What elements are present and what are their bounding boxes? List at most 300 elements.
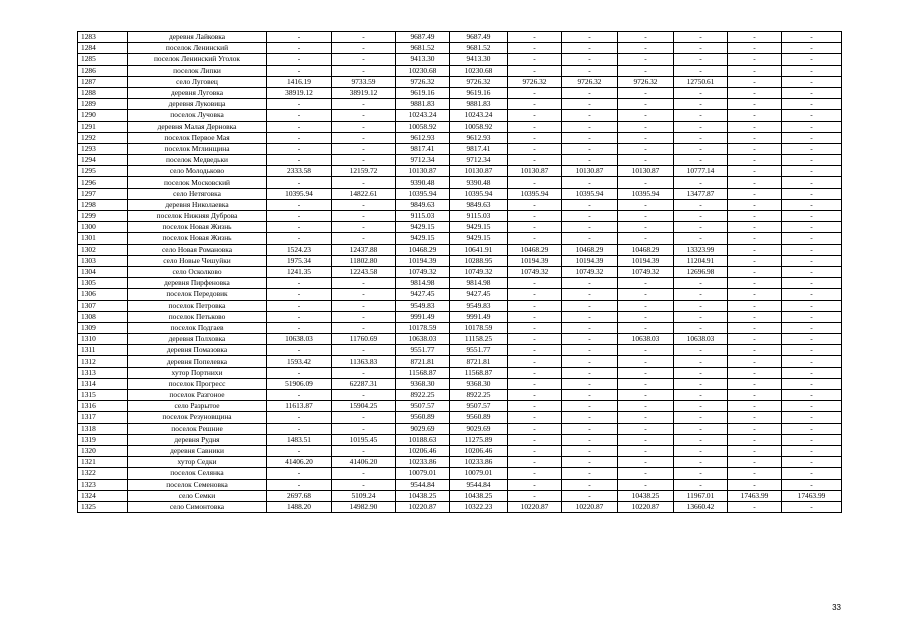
value-cell: - xyxy=(508,155,562,166)
value-cell: 8721.81 xyxy=(396,356,450,367)
value-cell: - xyxy=(674,445,728,456)
value-cell: - xyxy=(728,468,782,479)
value-cell: 10395.94 xyxy=(267,188,332,199)
value-cell: - xyxy=(332,412,396,423)
value-cell: 8922.25 xyxy=(450,390,508,401)
value-cell: - xyxy=(618,233,674,244)
value-cell: 10395.94 xyxy=(562,188,618,199)
value-cell: - xyxy=(618,378,674,389)
value-cell: - xyxy=(267,222,332,233)
row-number-cell: 1287 xyxy=(78,76,128,87)
value-cell: 9817.41 xyxy=(396,143,450,154)
value-cell: - xyxy=(782,423,842,434)
value-cell: - xyxy=(728,143,782,154)
row-number-cell: 1291 xyxy=(78,121,128,132)
value-cell: - xyxy=(674,211,728,222)
value-cell: - xyxy=(782,278,842,289)
value-cell: 9991.49 xyxy=(396,311,450,322)
value-cell: 1416.19 xyxy=(267,76,332,87)
row-number-cell: 1314 xyxy=(78,378,128,389)
value-cell: - xyxy=(332,345,396,356)
settlement-name-cell: деревня Помазовка xyxy=(128,345,267,356)
value-cell: 9681.52 xyxy=(396,43,450,54)
value-cell: 17463.99 xyxy=(728,490,782,501)
value-cell: - xyxy=(782,401,842,412)
value-cell: 9612.93 xyxy=(450,132,508,143)
value-cell: - xyxy=(782,311,842,322)
value-cell: 9429.15 xyxy=(450,233,508,244)
row-number-cell: 1311 xyxy=(78,345,128,356)
value-cell: - xyxy=(782,76,842,87)
value-cell: - xyxy=(508,143,562,154)
value-cell: 10058.92 xyxy=(450,121,508,132)
value-cell: 14822.61 xyxy=(332,188,396,199)
table-row xyxy=(78,300,842,311)
value-cell: - xyxy=(618,43,674,54)
value-cell: - xyxy=(728,110,782,121)
value-cell: - xyxy=(782,378,842,389)
value-cell: - xyxy=(674,110,728,121)
settlement-name-cell: поселок Нижняя Дуброва xyxy=(128,211,267,222)
row-number-cell: 1319 xyxy=(78,434,128,445)
settlements-table xyxy=(77,31,842,513)
value-cell: 10130.87 xyxy=(396,166,450,177)
value-cell: 9619.16 xyxy=(450,87,508,98)
value-cell: 10058.92 xyxy=(396,121,450,132)
value-cell: - xyxy=(267,155,332,166)
value-cell: 11158.25 xyxy=(450,334,508,345)
settlement-name-cell: село Семки xyxy=(128,490,267,501)
value-cell: 9726.32 xyxy=(450,76,508,87)
value-cell: - xyxy=(782,166,842,177)
value-cell: - xyxy=(618,54,674,65)
settlement-name-cell: поселок Петьково xyxy=(128,311,267,322)
value-cell: - xyxy=(562,390,618,401)
settlement-name-cell: поселок Решние xyxy=(128,423,267,434)
value-cell: 12243.58 xyxy=(332,266,396,277)
value-cell: - xyxy=(674,132,728,143)
value-cell: - xyxy=(508,177,562,188)
value-cell: - xyxy=(782,322,842,333)
row-number-cell: 1296 xyxy=(78,177,128,188)
row-number-cell: 1318 xyxy=(78,423,128,434)
settlement-name-cell: село Луговец xyxy=(128,76,267,87)
table-row xyxy=(78,423,842,434)
value-cell: - xyxy=(618,367,674,378)
value-cell: 10220.87 xyxy=(562,501,618,512)
value-cell: - xyxy=(267,132,332,143)
value-cell: - xyxy=(728,356,782,367)
value-cell: - xyxy=(782,356,842,367)
value-cell: - xyxy=(562,479,618,490)
value-cell: - xyxy=(782,457,842,468)
value-cell: - xyxy=(782,501,842,512)
value-cell: - xyxy=(728,76,782,87)
value-cell: - xyxy=(508,468,562,479)
value-cell: - xyxy=(267,479,332,490)
value-cell: - xyxy=(332,479,396,490)
value-cell: - xyxy=(508,390,562,401)
value-cell: - xyxy=(562,334,618,345)
value-cell: - xyxy=(618,132,674,143)
value-cell: 10194.39 xyxy=(396,255,450,266)
value-cell: - xyxy=(332,199,396,210)
table-row xyxy=(78,244,842,255)
value-cell: - xyxy=(782,132,842,143)
value-cell: 10749.32 xyxy=(396,266,450,277)
value-cell: - xyxy=(332,367,396,378)
row-number-cell: 1310 xyxy=(78,334,128,345)
value-cell: 9814.98 xyxy=(450,278,508,289)
value-cell: - xyxy=(618,356,674,367)
value-cell: - xyxy=(728,43,782,54)
value-cell: - xyxy=(782,244,842,255)
value-cell: 13660.42 xyxy=(674,501,728,512)
table-row xyxy=(78,233,842,244)
row-number-cell: 1297 xyxy=(78,188,128,199)
value-cell: - xyxy=(782,468,842,479)
value-cell: - xyxy=(728,244,782,255)
value-cell: - xyxy=(267,121,332,132)
value-cell: 15904.25 xyxy=(332,401,396,412)
value-cell: 10243.24 xyxy=(450,110,508,121)
value-cell: - xyxy=(782,177,842,188)
value-cell: - xyxy=(562,300,618,311)
settlement-name-cell: поселок Прогресс xyxy=(128,378,267,389)
value-cell: - xyxy=(508,445,562,456)
value-cell: - xyxy=(782,143,842,154)
value-cell: - xyxy=(674,378,728,389)
row-number-cell: 1312 xyxy=(78,356,128,367)
value-cell: - xyxy=(562,378,618,389)
value-cell: - xyxy=(508,43,562,54)
value-cell: - xyxy=(674,177,728,188)
value-cell: - xyxy=(618,289,674,300)
value-cell: - xyxy=(332,132,396,143)
value-cell: 9029.69 xyxy=(396,423,450,434)
value-cell: - xyxy=(508,87,562,98)
value-cell: - xyxy=(618,87,674,98)
value-cell: - xyxy=(782,121,842,132)
value-cell: 10638.03 xyxy=(396,334,450,345)
value-cell: - xyxy=(618,121,674,132)
settlement-name-cell: поселок Новая Жизнь xyxy=(128,222,267,233)
value-cell: 10130.87 xyxy=(618,166,674,177)
value-cell: 1593.42 xyxy=(267,356,332,367)
value-cell: - xyxy=(332,177,396,188)
settlement-name-cell: поселок Ленинский Уголок xyxy=(128,54,267,65)
value-cell: - xyxy=(562,311,618,322)
settlement-name-cell: деревня Рудня xyxy=(128,434,267,445)
value-cell: - xyxy=(728,401,782,412)
value-cell: 10130.87 xyxy=(508,166,562,177)
table-body xyxy=(78,32,842,513)
value-cell: - xyxy=(332,54,396,65)
value-cell: 10130.87 xyxy=(450,166,508,177)
value-cell: - xyxy=(332,278,396,289)
value-cell: - xyxy=(728,65,782,76)
page-number: 33 xyxy=(832,603,841,612)
value-cell: 9507.57 xyxy=(450,401,508,412)
value-cell: - xyxy=(267,32,332,43)
value-cell: 10195.45 xyxy=(332,434,396,445)
value-cell: - xyxy=(674,43,728,54)
value-cell: - xyxy=(618,65,674,76)
row-number-cell: 1302 xyxy=(78,244,128,255)
value-cell: - xyxy=(267,423,332,434)
value-cell: 9429.15 xyxy=(396,222,450,233)
value-cell: - xyxy=(674,32,728,43)
value-cell: - xyxy=(508,356,562,367)
value-cell: - xyxy=(674,311,728,322)
value-cell: - xyxy=(508,412,562,423)
value-cell: 9849.63 xyxy=(396,199,450,210)
row-number-cell: 1317 xyxy=(78,412,128,423)
table-row xyxy=(78,177,842,188)
table-row xyxy=(78,143,842,154)
row-number-cell: 1285 xyxy=(78,54,128,65)
table-row xyxy=(78,211,842,222)
value-cell: - xyxy=(728,289,782,300)
row-number-cell: 1324 xyxy=(78,490,128,501)
value-cell: - xyxy=(674,278,728,289)
value-cell: - xyxy=(508,479,562,490)
value-cell: - xyxy=(332,390,396,401)
settlement-name-cell: поселок Медведьки xyxy=(128,155,267,166)
table-row xyxy=(78,356,842,367)
value-cell: - xyxy=(332,423,396,434)
table-row xyxy=(78,289,842,300)
settlement-name-cell: поселок Первое Мая xyxy=(128,132,267,143)
value-cell: - xyxy=(782,233,842,244)
value-cell: 8721.81 xyxy=(450,356,508,367)
value-cell: 9549.83 xyxy=(450,300,508,311)
value-cell: - xyxy=(618,423,674,434)
value-cell: 9726.32 xyxy=(562,76,618,87)
row-number-cell: 1301 xyxy=(78,233,128,244)
value-cell: - xyxy=(728,345,782,356)
value-cell: 9115.03 xyxy=(396,211,450,222)
value-cell: - xyxy=(562,278,618,289)
settlement-name-cell: поселок Передовик xyxy=(128,289,267,300)
settlement-name-cell: поселок Подгаев xyxy=(128,322,267,333)
settlement-name-cell: деревня Полховка xyxy=(128,334,267,345)
value-cell: 10220.87 xyxy=(618,501,674,512)
value-cell: 41406.20 xyxy=(332,457,396,468)
value-cell: - xyxy=(674,143,728,154)
value-cell: - xyxy=(618,457,674,468)
row-number-cell: 1316 xyxy=(78,401,128,412)
value-cell: 10438.25 xyxy=(396,490,450,501)
value-cell: 10288.95 xyxy=(450,255,508,266)
value-cell: - xyxy=(618,445,674,456)
settlement-name-cell: деревня Николаевка xyxy=(128,199,267,210)
value-cell: 11967.01 xyxy=(674,490,728,501)
value-cell: 9427.45 xyxy=(396,289,450,300)
value-cell: - xyxy=(267,143,332,154)
value-cell: - xyxy=(508,211,562,222)
value-cell: 2697.68 xyxy=(267,490,332,501)
value-cell: - xyxy=(508,32,562,43)
value-cell: - xyxy=(674,434,728,445)
value-cell: - xyxy=(267,412,332,423)
row-number-cell: 1323 xyxy=(78,479,128,490)
value-cell: - xyxy=(267,345,332,356)
value-cell: - xyxy=(267,199,332,210)
value-cell: 51906.09 xyxy=(267,378,332,389)
value-cell: - xyxy=(728,378,782,389)
value-cell: - xyxy=(618,345,674,356)
settlement-name-cell: поселок Разгоное xyxy=(128,390,267,401)
value-cell: - xyxy=(782,445,842,456)
value-cell: - xyxy=(728,278,782,289)
value-cell: 10638.03 xyxy=(618,334,674,345)
table-row xyxy=(78,43,842,54)
value-cell: - xyxy=(508,289,562,300)
value-cell: - xyxy=(674,65,728,76)
value-cell: 10220.87 xyxy=(508,501,562,512)
value-cell: - xyxy=(782,188,842,199)
value-cell: - xyxy=(674,390,728,401)
table-row xyxy=(78,199,842,210)
value-cell: 13323.99 xyxy=(674,244,728,255)
settlement-name-cell: деревня Лайковка xyxy=(128,32,267,43)
table-row xyxy=(78,155,842,166)
value-cell: - xyxy=(332,110,396,121)
value-cell: - xyxy=(267,390,332,401)
value-cell: 9429.15 xyxy=(396,233,450,244)
value-cell: 14982.90 xyxy=(332,501,396,512)
value-cell: - xyxy=(728,501,782,512)
table-row xyxy=(78,334,842,345)
value-cell: - xyxy=(562,121,618,132)
value-cell: - xyxy=(508,132,562,143)
value-cell: - xyxy=(562,412,618,423)
value-cell: 9619.16 xyxy=(396,87,450,98)
value-cell: 10230.68 xyxy=(396,65,450,76)
value-cell: - xyxy=(782,65,842,76)
value-cell: 9814.98 xyxy=(396,278,450,289)
value-cell: 11568.87 xyxy=(396,367,450,378)
value-cell: - xyxy=(332,233,396,244)
value-cell: - xyxy=(674,345,728,356)
value-cell: 9817.41 xyxy=(450,143,508,154)
row-number-cell: 1300 xyxy=(78,222,128,233)
table-row xyxy=(78,445,842,456)
table-row xyxy=(78,311,842,322)
value-cell: - xyxy=(562,199,618,210)
value-cell: 10641.91 xyxy=(450,244,508,255)
value-cell: 38919.12 xyxy=(332,87,396,98)
value-cell: - xyxy=(674,356,728,367)
row-number-cell: 1322 xyxy=(78,468,128,479)
value-cell: - xyxy=(728,211,782,222)
settlement-name-cell: деревня Малая Дерновка xyxy=(128,121,267,132)
value-cell: - xyxy=(508,457,562,468)
value-cell: - xyxy=(508,222,562,233)
value-cell: - xyxy=(674,457,728,468)
value-cell: - xyxy=(728,412,782,423)
value-cell: - xyxy=(267,43,332,54)
row-number-cell: 1295 xyxy=(78,166,128,177)
value-cell: 9687.49 xyxy=(396,32,450,43)
value-cell: 1524.23 xyxy=(267,244,332,255)
row-number-cell: 1284 xyxy=(78,43,128,54)
value-cell: - xyxy=(508,199,562,210)
value-cell: 10233.86 xyxy=(396,457,450,468)
value-cell: - xyxy=(508,334,562,345)
value-cell: - xyxy=(267,99,332,110)
value-cell: - xyxy=(782,367,842,378)
value-cell: - xyxy=(728,132,782,143)
value-cell: 10178.59 xyxy=(396,322,450,333)
value-cell: - xyxy=(618,479,674,490)
value-cell: - xyxy=(508,278,562,289)
value-cell: - xyxy=(267,311,332,322)
value-cell: 10194.39 xyxy=(508,255,562,266)
table-row xyxy=(78,255,842,266)
table-row xyxy=(78,501,842,512)
value-cell: 9733.59 xyxy=(332,76,396,87)
table-row xyxy=(78,99,842,110)
value-cell: - xyxy=(267,367,332,378)
value-cell: 11204.91 xyxy=(674,255,728,266)
value-cell: - xyxy=(562,143,618,154)
value-cell: 41406.20 xyxy=(267,457,332,468)
value-cell: - xyxy=(618,110,674,121)
value-cell: - xyxy=(618,434,674,445)
settlement-name-cell: поселок Мглинщина xyxy=(128,143,267,154)
value-cell: - xyxy=(674,300,728,311)
table-row xyxy=(78,65,842,76)
settlement-name-cell: деревня Луговка xyxy=(128,87,267,98)
value-cell: - xyxy=(728,479,782,490)
value-cell: - xyxy=(332,99,396,110)
value-cell: - xyxy=(728,334,782,345)
table-row xyxy=(78,32,842,43)
row-number-cell: 1292 xyxy=(78,132,128,143)
value-cell: - xyxy=(332,222,396,233)
value-cell: - xyxy=(782,255,842,266)
value-cell: 12159.72 xyxy=(332,166,396,177)
settlement-name-cell: деревня Попелевка xyxy=(128,356,267,367)
value-cell: 9115.03 xyxy=(450,211,508,222)
value-cell: - xyxy=(332,322,396,333)
value-cell: 1241.35 xyxy=(267,266,332,277)
value-cell: 12696.98 xyxy=(674,266,728,277)
value-cell: 9368.30 xyxy=(450,378,508,389)
value-cell: 11275.89 xyxy=(450,434,508,445)
value-cell: - xyxy=(674,222,728,233)
value-cell: - xyxy=(674,479,728,490)
value-cell: - xyxy=(562,155,618,166)
settlement-name-cell: село Симонтовка xyxy=(128,501,267,512)
value-cell: - xyxy=(508,423,562,434)
value-cell: 10178.59 xyxy=(450,322,508,333)
value-cell: - xyxy=(728,311,782,322)
value-cell: 9544.84 xyxy=(396,479,450,490)
value-cell: - xyxy=(674,54,728,65)
value-cell: 10130.87 xyxy=(562,166,618,177)
settlement-name-cell: хутор Портнихи xyxy=(128,367,267,378)
settlement-name-cell: поселок Лучовка xyxy=(128,110,267,121)
row-number-cell: 1299 xyxy=(78,211,128,222)
value-cell: 10395.94 xyxy=(396,188,450,199)
settlement-name-cell: поселок Новая Жизнь xyxy=(128,233,267,244)
value-cell: - xyxy=(508,401,562,412)
value-cell: 12437.88 xyxy=(332,244,396,255)
value-cell: 2333.58 xyxy=(267,166,332,177)
